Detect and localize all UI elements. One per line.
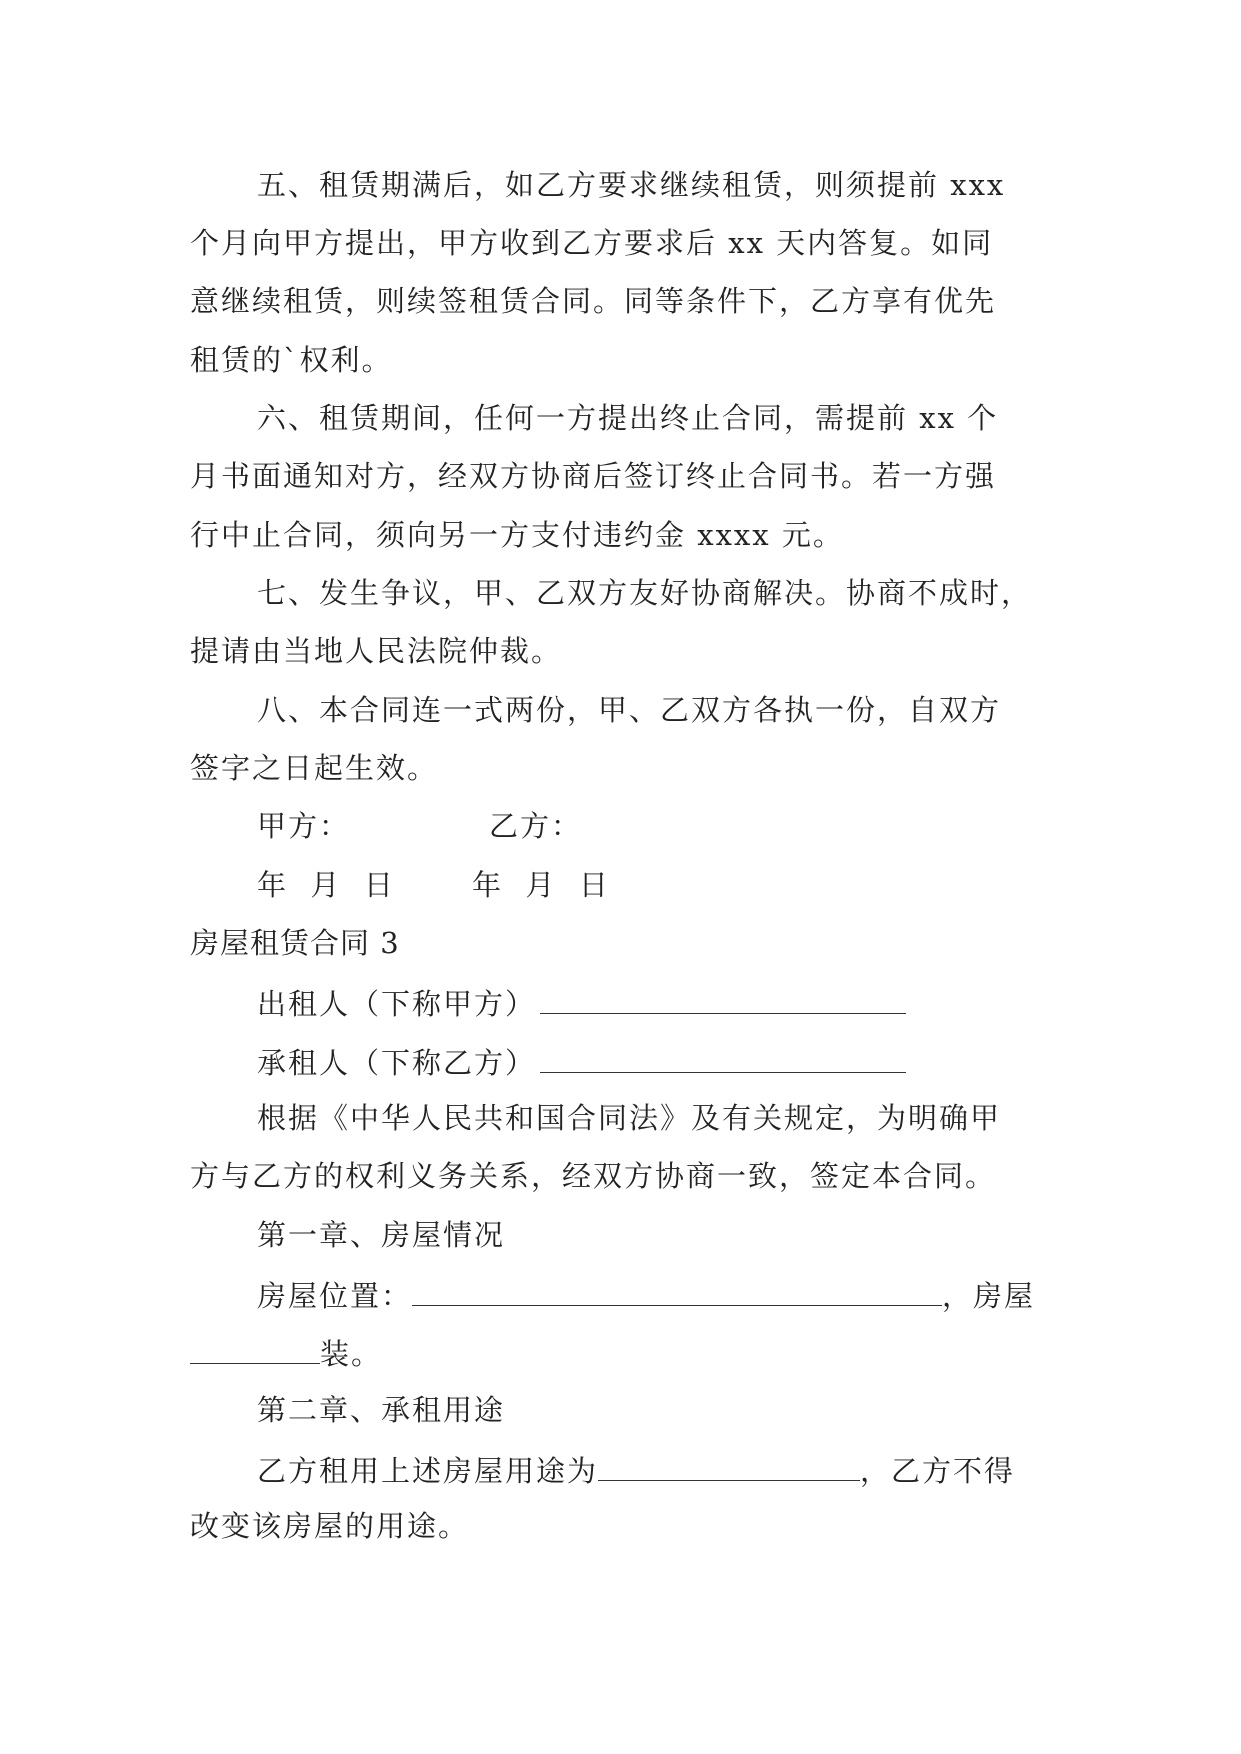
usage-head: 乙方租用上述房屋用途为	[257, 1454, 599, 1488]
lessor-blank	[540, 987, 906, 1014]
chapter-1-heading: 第一章、房屋情况	[257, 1218, 506, 1252]
usage-blank	[598, 1454, 860, 1481]
clause-5-line-2: 个月向甲方提出，甲方收到乙方要求后 xx 天内答复。如同	[190, 226, 994, 260]
clause-5-line-3: 意继续租赁，则续签租赁合同。同等条件下，乙方享有优先	[190, 284, 997, 318]
decoration-blank	[190, 1337, 320, 1364]
clause-7-line-2: 提请由当地人民法院仲裁。	[190, 634, 563, 668]
party-b-signature-label: 乙方：	[489, 809, 583, 843]
clause-5-line-4: 租赁的`权利。	[190, 343, 393, 377]
party-a-signature-label: 甲方：	[257, 809, 351, 843]
party-a-date: 年 月 日	[257, 868, 395, 902]
usage-line-1	[257, 1454, 1015, 1486]
clause-8-line-1: 八、本合同连一式两份，甲、乙双方各执一份，自双方	[257, 693, 1002, 727]
lessor-label: 出租人（下称甲方）	[257, 987, 537, 1021]
clause-7-line-1: 七、发生争议，甲、乙双方友好协商解决。协商不成时，	[257, 576, 1033, 610]
decoration-line	[190, 1337, 382, 1369]
usage-line-2: 改变该房屋的用途。	[190, 1509, 470, 1543]
lessor-line	[257, 987, 906, 1019]
preamble-line-1: 根据《中华人民共和国合同法》及有关规定，为明确甲	[257, 1101, 1002, 1135]
lessee-label: 承租人（下称乙方）	[257, 1046, 537, 1080]
lessee-line	[257, 1046, 906, 1078]
clause-6-line-2: 月书面通知对方，经双方协商后签订终止合同书。若一方强	[190, 459, 997, 493]
contract-3-title: 房屋租赁合同 3	[190, 926, 400, 960]
location-label: 房屋位置：	[257, 1279, 413, 1313]
location-tail: ，房屋	[942, 1279, 1036, 1313]
location-blank	[412, 1279, 942, 1306]
party-b-date: 年 月 日	[472, 868, 610, 902]
decoration-tail: 装。	[320, 1337, 383, 1371]
preamble-line-2: 方与乙方的权利义务关系，经双方协商一致，签定本合同。	[190, 1159, 997, 1193]
lessee-blank	[540, 1046, 906, 1073]
clause-6-line-1: 六、租赁期间，任何一方提出终止合同，需提前 xx 个	[257, 401, 999, 435]
clause-8-line-2: 签字之日起生效。	[190, 751, 439, 785]
clause-5-line-1: 五、租赁期满后，如乙方要求继续租赁，则须提前 xxx	[257, 168, 1006, 202]
clause-6-line-3: 行中止合同，须向另一方支付违约金 xxxx 元。	[190, 518, 844, 552]
chapter-2-heading: 第二章、承租用途	[257, 1393, 506, 1427]
usage-tail: ，乙方不得	[860, 1454, 1016, 1488]
location-line	[257, 1279, 1035, 1311]
